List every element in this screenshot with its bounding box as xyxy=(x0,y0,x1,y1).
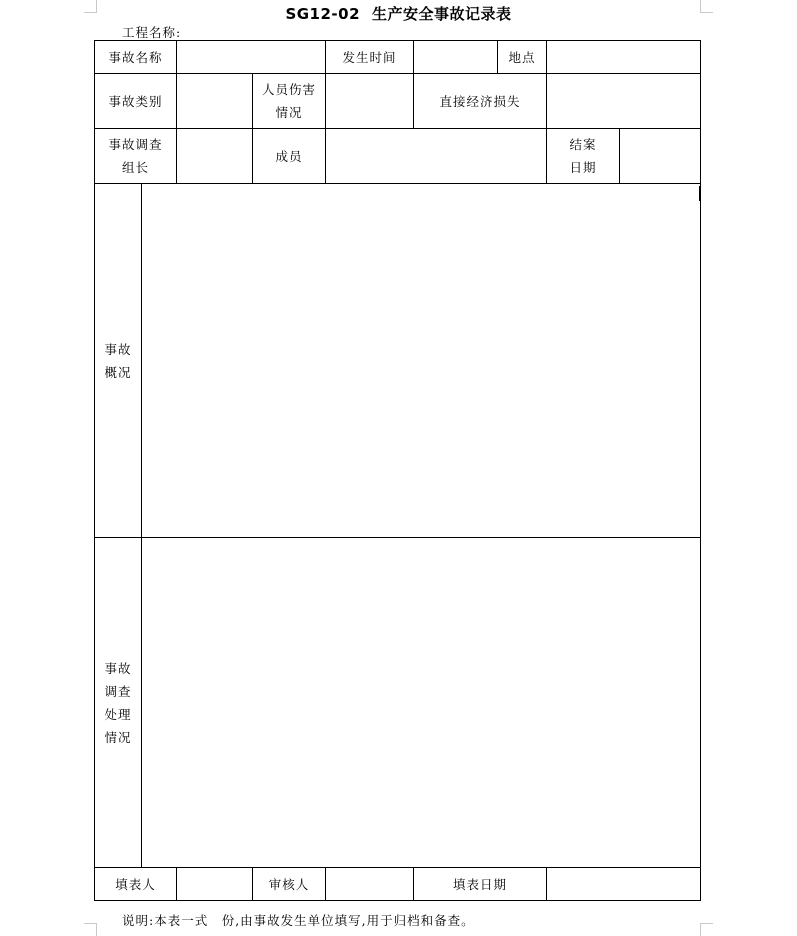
label-accident-overview xyxy=(95,184,142,538)
label-members: 成员 xyxy=(253,129,326,184)
page-corner-mark-bottom-left xyxy=(84,923,97,936)
label-close-date xyxy=(547,129,620,184)
field-filled-by[interactable] xyxy=(177,868,253,901)
label-accident-type: 事故类别 xyxy=(95,74,177,129)
label-economic-loss: 直接经济损失 xyxy=(414,74,547,129)
field-economic-loss[interactable] xyxy=(547,74,701,129)
label-injury-line2: 情况 xyxy=(275,105,303,120)
label-injury-line1: 人员伤害 xyxy=(262,82,317,97)
field-investigation-leader[interactable] xyxy=(177,129,253,184)
field-close-date[interactable] xyxy=(620,129,701,184)
label-leader-line2: 组长 xyxy=(122,160,150,175)
form-code: SG12-02 xyxy=(285,5,361,23)
label-close-line1: 结案 xyxy=(569,137,597,152)
label-filled-by: 填表人 xyxy=(95,868,177,901)
page-corner-mark-bottom-right xyxy=(700,923,713,936)
label-fill-date: 填表日期 xyxy=(414,868,547,901)
label-overview-line2: 概况 xyxy=(104,364,132,380)
field-accident-name[interactable] xyxy=(177,41,326,74)
label-overview-line1: 事故 xyxy=(104,341,132,357)
label-handling-line2: 调查 xyxy=(104,683,132,699)
form-title: 生产安全事故记录表 xyxy=(372,5,512,23)
label-handling-line4: 情况 xyxy=(104,729,132,745)
label-handling-line3: 处理 xyxy=(104,706,132,722)
label-investigation-leader xyxy=(95,129,177,184)
row-investigation-handling xyxy=(95,538,701,868)
text-cursor xyxy=(699,186,701,201)
document-title xyxy=(0,3,797,24)
field-fill-date[interactable] xyxy=(547,868,701,901)
project-name-label: 工程名称: xyxy=(122,25,182,40)
label-handling-line1: 事故 xyxy=(104,660,132,676)
row-type-injury xyxy=(95,74,701,129)
row-investigation-team xyxy=(95,129,701,184)
label-reviewer: 审核人 xyxy=(253,868,326,901)
label-leader-line1: 事故调查 xyxy=(108,137,163,152)
field-reviewer[interactable] xyxy=(326,868,414,901)
label-occur-time: 发生时间 xyxy=(326,41,414,74)
form-footnote: 说明:本表一式 份,由事故发生单位填写,用于归档和备查。 xyxy=(122,913,475,928)
label-close-line2: 日期 xyxy=(569,160,597,175)
field-accident-overview[interactable] xyxy=(142,184,701,538)
label-investigation-handling xyxy=(95,538,142,868)
label-injury xyxy=(253,74,326,129)
field-accident-type[interactable] xyxy=(177,74,253,129)
field-members[interactable] xyxy=(326,129,547,184)
label-location: 地点 xyxy=(498,41,547,74)
label-accident-name: 事故名称 xyxy=(95,41,177,74)
field-injury[interactable] xyxy=(326,74,414,129)
row-accident-overview xyxy=(95,184,701,538)
field-location[interactable] xyxy=(547,41,701,74)
accident-record-table xyxy=(94,40,701,901)
row-basic-info xyxy=(95,41,701,74)
field-investigation-handling[interactable] xyxy=(142,538,701,868)
field-occur-time[interactable] xyxy=(414,41,498,74)
row-signatures xyxy=(95,868,701,901)
